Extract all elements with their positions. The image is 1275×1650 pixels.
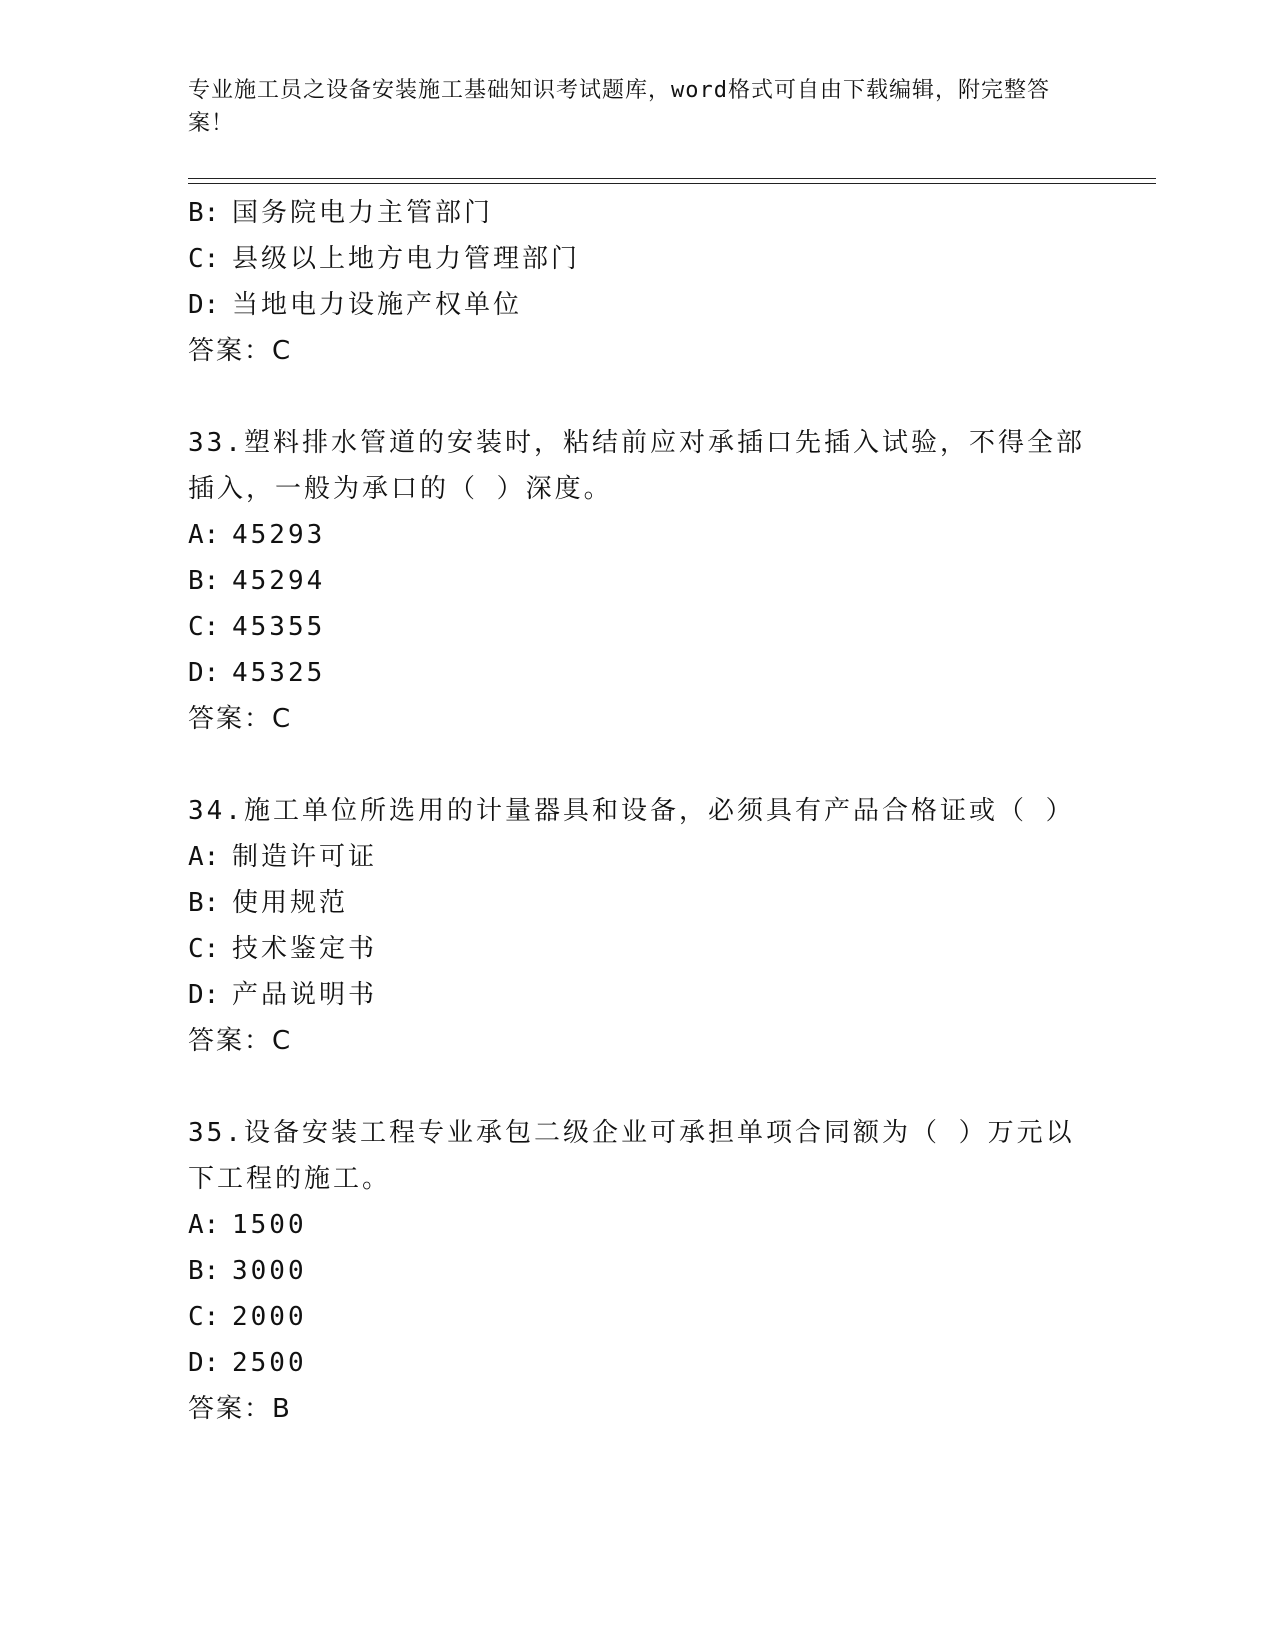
option-row [188,880,1088,926]
option-text: 当地电力设施产权单位 [232,290,523,320]
option-text: 国务院电力主管部门 [232,198,494,228]
question-item [188,1110,1088,1432]
option-key: A: [188,1210,220,1240]
option-key: C: [188,934,220,964]
option-row [188,972,1088,1018]
question-item [188,420,1088,742]
answer-line: 答案：C [188,704,293,734]
option-text: 3000 [232,1256,307,1286]
option-text: 45325 [232,658,326,688]
option-row [188,512,1088,558]
option-text: 产品说明书 [232,980,378,1010]
answer-line: 答案：C [188,1026,293,1056]
option-text: 使用规范 [232,888,349,918]
option-row [188,926,1088,972]
answer-line: 答案：B [188,1394,292,1424]
option-text: 45294 [232,566,326,596]
question-stem: 33.塑料排水管道的安装时，粘结前应对承插口先插入试验，不得全部插入，一般为承口的（ ）深度。 [188,428,1085,504]
option-text: 2500 [232,1348,307,1378]
option-row [188,558,1088,604]
option-key: D: [188,980,220,1010]
option-row [188,604,1088,650]
option-key: D: [188,658,220,688]
option-row [188,236,1088,282]
option-row [188,834,1088,880]
option-key: A: [188,842,220,872]
option-key: C: [188,1302,220,1332]
question-item [188,788,1088,1064]
partial-question [188,190,1088,374]
option-text: 1500 [232,1210,307,1240]
option-row [188,1202,1088,1248]
option-text: 县级以上地方电力管理部门 [232,244,581,274]
option-row [188,650,1088,696]
option-text: 45355 [232,612,326,642]
answer-line: 答案：C [188,336,293,366]
question-stem: 34.施工单位所选用的计量器具和设备，必须具有产品合格证或（ ） [188,796,1075,826]
option-row [188,1248,1088,1294]
option-row [188,282,1088,328]
option-key: B: [188,198,220,228]
option-row [188,1294,1088,1340]
option-text: 制造许可证 [232,842,378,872]
header-rule-top [188,178,1156,179]
option-text: 2000 [232,1302,307,1332]
option-text: 45293 [232,520,326,550]
option-key: D: [188,1348,220,1378]
option-text: 技术鉴定书 [232,934,378,964]
option-row [188,1340,1088,1386]
header-rule-bottom [188,183,1156,184]
option-key: C: [188,244,220,274]
option-key: B: [188,888,220,918]
option-key: B: [188,566,220,596]
option-key: C: [188,612,220,642]
option-key: D: [188,290,220,320]
option-key: B: [188,1256,220,1286]
question-stem: 35.设备安装工程专业承包二级企业可承担单项合同额为（ ）万元以下工程的施工。 [188,1118,1075,1194]
question-list [188,190,1088,1432]
option-key: A: [188,520,220,550]
option-row [188,190,1088,236]
document-header: 专业施工员之设备安装施工基础知识考试题库，word格式可自由下载编辑，附完整答案！ [188,78,1050,136]
